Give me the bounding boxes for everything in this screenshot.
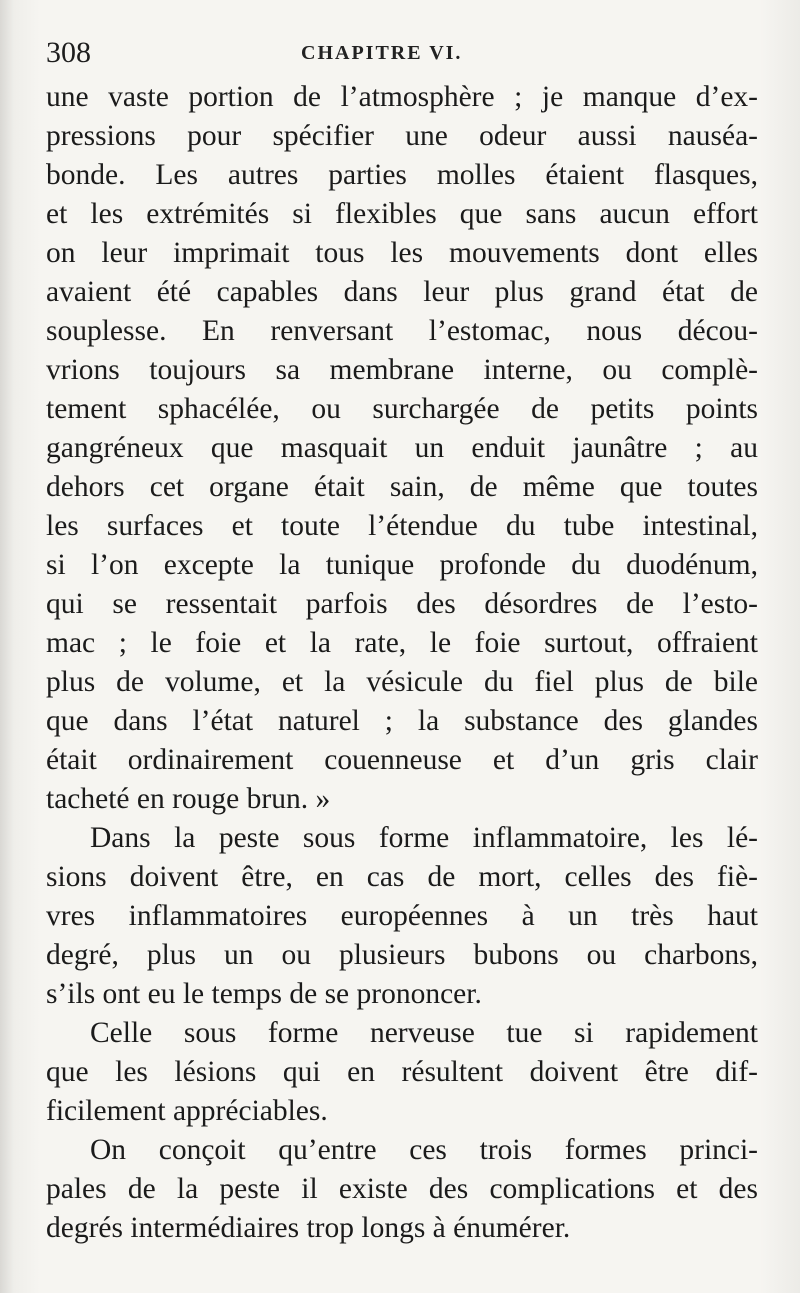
paragraph — [46, 819, 758, 1014]
text-line: tement sphacélée, ou surchargée de petits points — [46, 393, 758, 425]
text-line: si l’on excepte la tunique profonde du duodénum, — [46, 549, 758, 581]
text-line: tacheté en rouge brun. » — [46, 783, 331, 815]
text-line: pressions pour spécifier une odeur aussi nauséa- — [46, 120, 758, 152]
text-line: degré, plus un ou plusieurs bubons ou charbons, — [46, 939, 758, 971]
text-line: que les lésions qui en résultent doivent être dif- — [46, 1056, 758, 1088]
paragraph — [46, 1131, 758, 1248]
text-line: plus de volume, et la vésicule du fiel plus de bile — [46, 666, 758, 698]
text-line: vres inflammatoires européennes à un très haut — [46, 900, 758, 932]
page-header — [46, 36, 746, 72]
text-line: que dans l’état naturel ; la substance des glandes — [46, 705, 758, 737]
text-line: pales de la peste il existe des complications et des — [46, 1173, 758, 1205]
text-line: qui se ressentait parfois des désordres de l’esto- — [46, 588, 758, 620]
paragraph — [46, 1014, 758, 1131]
text-line: était ordinairement couenneuse et d’un gris clair — [46, 744, 758, 776]
text-line: souplesse. En renversant l’estomac, nous décou- — [46, 315, 758, 347]
text-line: On conçoit qu’entre ces trois formes princi- — [90, 1134, 758, 1166]
text-line: bonde. Les autres parties molles étaient flasques, — [46, 159, 758, 191]
text-line: gangréneux que masquait un enduit jaunâtre ; au — [46, 432, 758, 464]
body-text — [46, 78, 758, 1248]
text-line: degrés intermédiaires trop longs à énumérer. — [46, 1212, 571, 1244]
text-line: s’ils ont eu le temps de se prononcer. — [46, 978, 482, 1010]
text-line: vrions toujours sa membrane interne, ou complè- — [46, 354, 758, 386]
text-line: Dans la peste sous forme inflammatoire, les lé- — [90, 822, 758, 854]
text-line: avaient été capables dans leur plus grand état de — [46, 276, 758, 308]
text-line: et les extrémités si flexibles que sans aucun effort — [46, 198, 758, 230]
paragraph — [46, 78, 758, 819]
page-number: 308 — [46, 36, 91, 69]
text-line: les surfaces et toute l’étendue du tube intestinal, — [46, 510, 758, 542]
text-line: ficilement appréciables. — [46, 1095, 328, 1127]
text-line: une vaste portion de l’atmosphère ; je manque d’ex- — [46, 81, 758, 113]
text-line: sions doivent être, en cas de mort, celles des fiè- — [46, 861, 758, 893]
text-line: mac ; le foie et la rate, le foie surtout, offraient — [46, 627, 758, 659]
text-line: dehors cet organe était sain, de même que toutes — [46, 471, 758, 503]
text-line: on leur imprimait tous les mouvements dont elles — [46, 237, 758, 269]
text-line: Celle sous forme nerveuse tue si rapidement — [90, 1017, 758, 1049]
running-head: CHAPITRE VI. — [301, 42, 463, 64]
